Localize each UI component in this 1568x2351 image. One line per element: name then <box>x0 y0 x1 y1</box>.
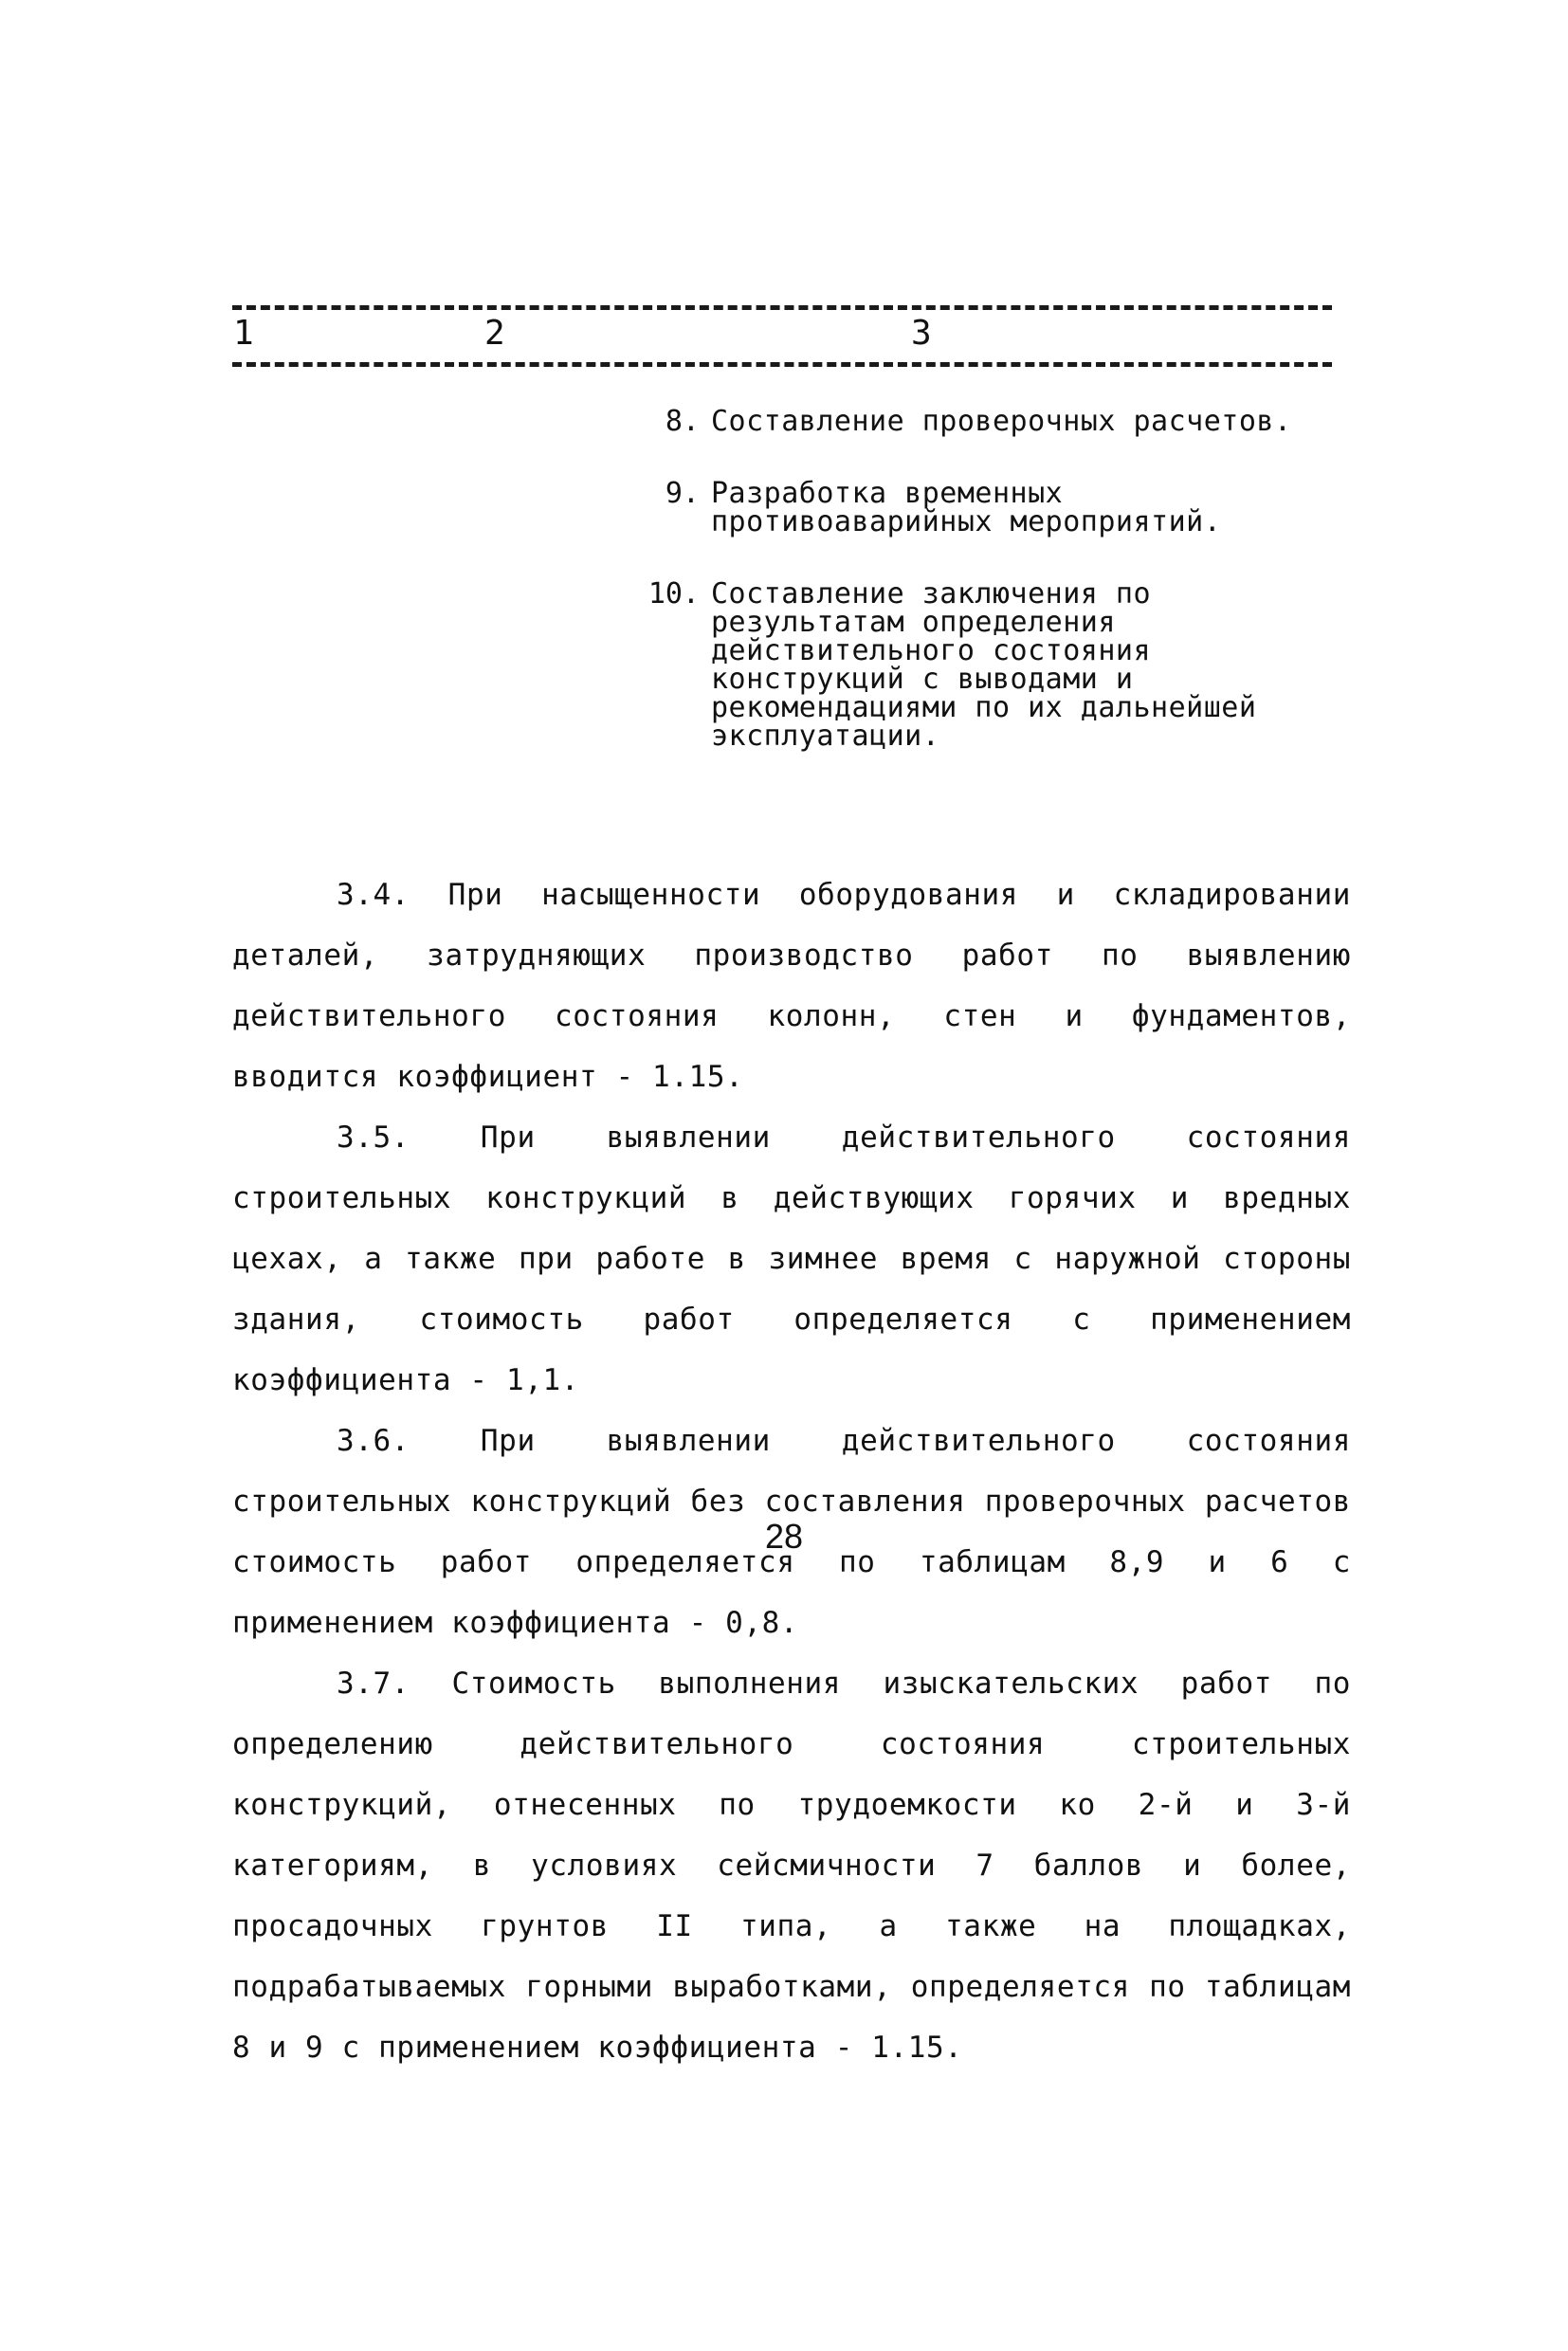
work-items-list <box>635 405 1356 794</box>
column-number-2: 2 <box>479 315 511 353</box>
work-item-number: 8. <box>665 405 700 438</box>
work-item-text: Составление заключения по результатам определения действительного состояния конструкций с выводами и рекомендациями по их дальнейшей эксплуатации. <box>711 577 1257 753</box>
page-number: 28 <box>764 1517 804 1556</box>
paragraph-3-4: 3.4. При насыщенности оборудования и складировании деталей, затрудняющих производство работ по выявлению действительного состояния колонн, стен и фундаментов, вводится коэффициент - 1.15. <box>232 878 1351 1094</box>
column-number-1: 1 <box>228 315 260 353</box>
work-item-text: Составление проверочных расчетов. <box>711 405 1292 438</box>
work-item <box>635 577 1356 753</box>
table-header-rule-top <box>232 305 1332 310</box>
work-item-text: Разработка временных противоаварийных мероприятий. <box>711 477 1222 538</box>
column-number-3: 3 <box>905 315 938 353</box>
work-item-number: 10. <box>647 577 700 611</box>
work-item <box>635 405 1356 438</box>
work-item-number: 9. <box>665 477 700 510</box>
paragraph-3-6: 3.6. При выявлении действительного состояния строительных конструкций без составления проверочных расчетов стоимость работ определяется по таблицам 8,9 и 6 с применением коэффициента - 0,8. <box>232 1424 1351 1640</box>
table-header-rule-bottom <box>232 362 1332 367</box>
paragraph-3-5: 3.5. При выявлении действительного состояния строительных конструкций в действующих горячих и вредных цехах, а также при работе в зимнее время с наружной стороны здания, стоимость работ определяется с применением коэффициента - 1,1. <box>232 1121 1351 1397</box>
work-item <box>635 477 1356 538</box>
paragraph-3-7: 3.7. Стоимость выполнения изыскательских работ по определению действительного состояния строительных конструкций, отнесенных по трудоемкости ко 2-й и 3-й категориям, в условиях сейсмичности 7 баллов и более, просадочных грунтов II типа, а также на площадках, подрабатываемых горными выработками, определяется по таблицам 8 и 9 с применением коэффициента - 1.15. <box>232 1667 1351 2065</box>
body-text <box>232 865 1351 2078</box>
